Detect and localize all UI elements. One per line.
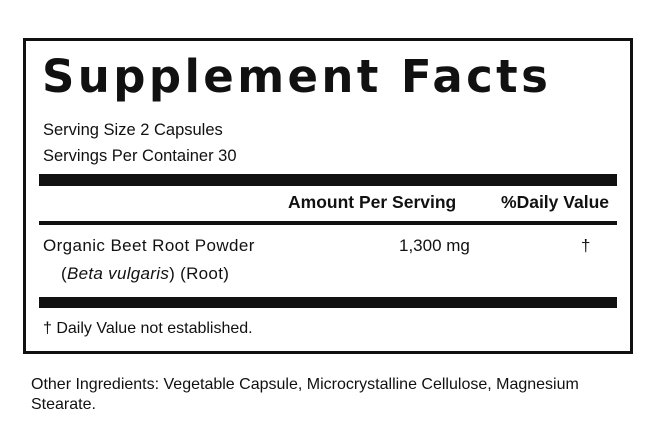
thick-divider-top	[39, 174, 617, 186]
supplement-facts-panel	[23, 38, 633, 354]
sci-part: ) (Root)	[169, 264, 230, 283]
dagger-footnote: † Daily Value not established.	[43, 320, 253, 337]
thin-divider	[39, 221, 617, 225]
other-ingredients: Other Ingredients: Vegetable Capsule, Microcrystalline Cellulose, Magnesium Stearate.	[31, 376, 579, 413]
ingredient-amount: 1,300 mg	[399, 236, 470, 255]
ingredient-name: Organic Beet Root Powder	[43, 236, 255, 255]
servings-per-container: Servings Per Container 30	[43, 147, 237, 165]
daily-value-header: %Daily Value	[501, 192, 609, 212]
sci-latin-name: Beta vulgaris	[66, 264, 170, 283]
serving-size: Serving Size 2 Capsules	[43, 121, 223, 139]
ingredient-daily-value: †	[581, 236, 591, 255]
amount-per-serving-header: Amount Per Serving	[288, 192, 457, 212]
thick-divider-bottom	[39, 297, 617, 308]
sci-open-paren: (	[61, 264, 67, 283]
ingredient-scientific-name	[61, 265, 229, 282]
panel-title: Supplement Facts	[42, 50, 552, 103]
